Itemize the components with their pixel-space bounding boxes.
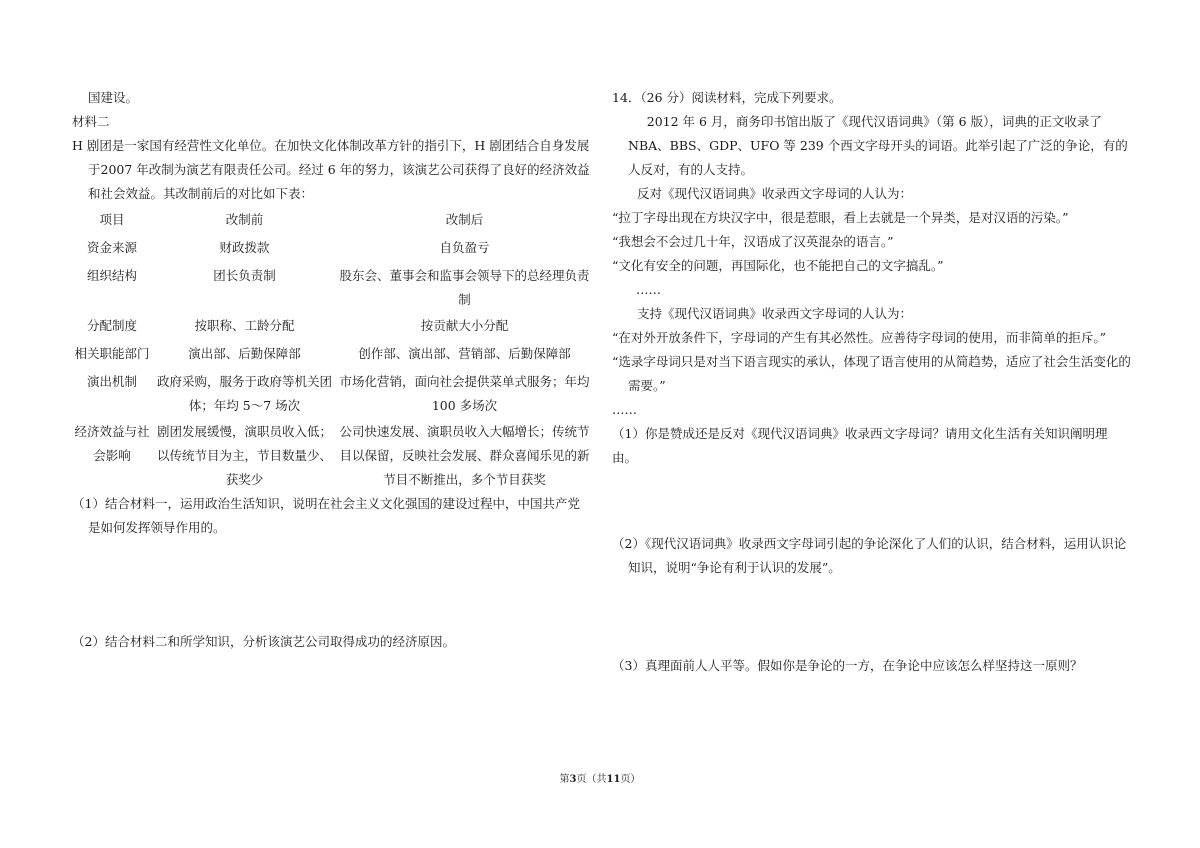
answer-space	[612, 470, 1132, 532]
continued-line: 国建设。	[88, 90, 139, 105]
table-cell: 组织结构	[86, 268, 137, 283]
table-cell: 市场化营销，面向社会提供菜单式服务；年均100 多场次	[339, 374, 590, 413]
table-cell: 公司快速发展、演职员收入大幅增长；传统节目以保留，反映社会发展、群众喜闻乐见的新节目不断推出，多个节目获奖	[339, 424, 590, 487]
table-row	[72, 312, 592, 340]
question-14-title: 14．（26 分）阅读材料，完成下列要求。	[612, 90, 842, 105]
question-14-3: （3）真理面前人人平等。假如你是争论的一方，在争论中应该怎么样坚持这一原则？	[612, 658, 1083, 673]
table-cell: 政府采购，服务于政府等机关团体；年均 5～7 场次	[156, 374, 332, 413]
table-cell: 相关职能部门	[74, 346, 150, 361]
table-cell: 资金来源	[86, 240, 137, 255]
table-row	[72, 262, 592, 312]
material2-text: H 剧团是一家国有经营性文化单位。在加快文化体制改革方针的指引下，H 剧团结合自身发展于2007 年改制为演艺有限责任公司。经过 6 年的努力，该演艺公司获得了良好的经济效益和社会效益。其改制前后的对比如下表：	[72, 138, 590, 201]
table-cell: 按职称、工龄分配	[194, 318, 295, 333]
left-column	[72, 86, 592, 654]
table-header-cell: 改制后	[445, 212, 484, 227]
table-cell: 按贡献大小分配	[420, 318, 509, 333]
table-row	[72, 340, 592, 368]
material-intro: 2012 年 6 月，商务印书馆出版了《现代汉语词典》（第 6 版），词典的正文收录了 NBA、BBS、GDP、UFO 等 239 个西文字母开头的词语。此举引起了广泛的争论，有的人反对，有的人支持。	[628, 114, 1128, 177]
oppose-title: 反对《现代汉语词典》收录西文字母词的人认为：	[637, 186, 913, 201]
table-cell: 财政拨款	[219, 240, 270, 255]
table-cell: 演出部、后勤保障部	[188, 346, 301, 361]
support-quote: “选录字母词只是对当下语言现实的承认，体现了语言使用的从简趋势，适应了社会生活变化的需要。”	[612, 354, 1131, 393]
question-1: （1）结合材料一，运用政治生活知识，说明在社会主义文化强国的建设过程中，中国共产党是如何发挥领导作用的。	[72, 496, 580, 535]
question-14-1: （1）你是赞成还是反对《现代汉语词典》收录西文字母词？请用文化生活有关知识阐明理由。	[612, 426, 1108, 465]
table-header-cell: 项目	[99, 212, 125, 227]
oppose-quote: “我想会不会过几十年，汉语成了汉英混杂的语言。”	[612, 234, 894, 249]
page-footer	[0, 770, 1200, 785]
table-cell: 经济效益与社会影响	[74, 424, 150, 463]
table-row	[72, 368, 592, 418]
question-14-2: （2）《现代汉语词典》收录西文字母词引起的争论深化了人们的认识，结合材料，运用认识论知识，说明“争论有利于认识的发展”。	[612, 536, 1127, 575]
table-cell: 团长负责制	[213, 268, 276, 283]
support-title: 支持《现代汉语词典》收录西文字母词的人认为：	[637, 306, 913, 321]
oppose-quote: “拉丁字母出现在方块汉字中，很是惹眼，看上去就是一个异类，是对汉语的污染。”	[612, 210, 1069, 225]
footer-middle: 页（共	[576, 774, 607, 785]
footer-suffix: 页）	[620, 774, 641, 785]
material2-title: 材料二	[72, 114, 110, 129]
table-row	[72, 234, 592, 262]
page-number: 3	[569, 774, 577, 785]
table-cell: 剧团发展缓慢，演职员收入低；以传统节目为主，节目数量少、获奖少	[156, 424, 332, 487]
table-row	[72, 418, 592, 492]
total-pages: 11	[606, 774, 621, 785]
table-cell: 股东会、董事会和监事会领导下的总经理负责制	[339, 268, 590, 307]
table-header-cell: 改制前	[225, 212, 264, 227]
answer-space	[72, 540, 592, 630]
table-cell: 自负盈亏	[439, 240, 490, 255]
footer-prefix: 第	[559, 774, 570, 785]
ellipsis: ……	[612, 402, 637, 417]
comparison-table	[72, 206, 592, 492]
table-cell: 创作部、演出部、营销部、后勤保障部	[358, 346, 571, 361]
ellipsis: ……	[636, 282, 661, 297]
right-column	[612, 86, 1132, 678]
table-header-row	[72, 206, 592, 234]
question-2: （2）结合材料二和所学知识，分析该演艺公司取得成功的经济原因。	[72, 634, 455, 649]
table-cell: 分配制度	[86, 318, 137, 333]
table-cell: 演出机制	[86, 374, 137, 389]
support-quote: “在对外开放条件下，字母词的产生有其必然性。应善待字母词的使用，而非简单的拒斥。”	[612, 330, 1107, 345]
answer-space	[612, 580, 1132, 654]
oppose-quote: “文化有安全的问题，再国际化，也不能把自己的文字搞乱。”	[612, 258, 944, 273]
